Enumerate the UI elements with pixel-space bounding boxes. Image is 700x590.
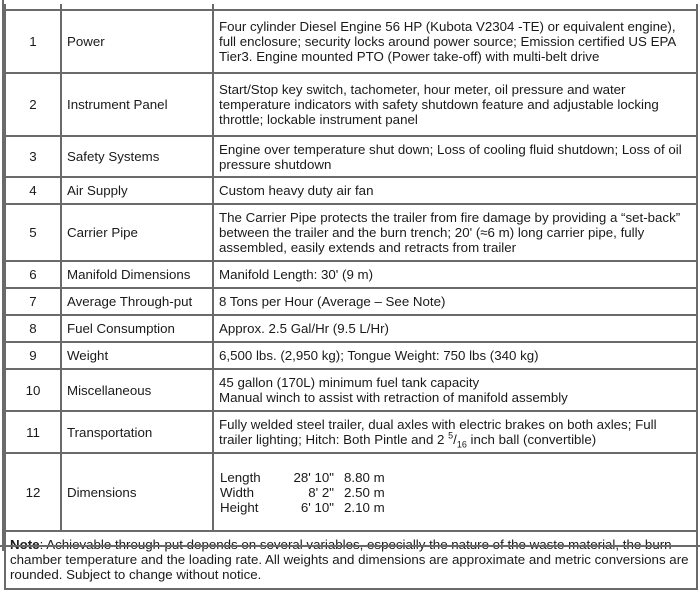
row-name: Weight — [61, 342, 213, 369]
fraction-numerator: 5 — [448, 430, 454, 441]
row-name: Carrier Pipe — [61, 204, 213, 261]
row-name: Fuel Consumption — [61, 315, 213, 342]
dimension-row — [220, 470, 385, 485]
dimension-metric: 8.80 m — [344, 469, 385, 485]
row-description: Start/Stop key switch, tachometer, hour meter, oil pressure and water temperature indicators with safety shutdown feature and adjustable locking throttle; lockable instrument panel — [213, 73, 697, 136]
row-description: Approx. 2.5 Gal/Hr (9.5 L/Hr) — [213, 315, 697, 342]
description-line: Manual winch to assist with retraction of manifold assembly — [219, 390, 568, 405]
dimension-row — [220, 485, 385, 500]
note-row — [5, 531, 697, 589]
row-number: 3 — [5, 136, 61, 177]
row-name: Manifold Dimensions — [61, 261, 213, 288]
table-row — [5, 369, 697, 411]
bottom-border — [0, 545, 700, 551]
row-name: Miscellaneous — [61, 369, 213, 411]
table-row — [5, 73, 697, 136]
row-number: 5 — [5, 204, 61, 261]
row-number: 4 — [5, 177, 61, 204]
dimensions-table — [220, 470, 385, 515]
description-text: inch ball (convertible) — [466, 432, 597, 447]
row-number: 11 — [5, 411, 61, 453]
dimension-label: Height — [220, 499, 259, 515]
row-name: Power — [61, 10, 213, 73]
table-row — [5, 411, 697, 453]
dimension-metric: 2.10 m — [344, 499, 385, 515]
spec-table — [4, 4, 698, 590]
row-name: Safety Systems — [61, 136, 213, 177]
note-label: Note — [10, 537, 40, 552]
table-row — [5, 204, 697, 261]
row-description: 8 Tons per Hour (Average – See Note) — [213, 288, 697, 315]
row-number: 9 — [5, 342, 61, 369]
dimension-label: Width — [220, 484, 254, 500]
row-name: Air Supply — [61, 177, 213, 204]
row-description: Four cylinder Diesel Engine 56 HP (Kubota V2304 -TE) or equivalent engine), full enclosure; security locks around power source; Emission certified US EPA Tier3. Engine mounted PTO (Power take-off) with multi-belt drive — [213, 10, 697, 73]
row-number: 1 — [5, 10, 61, 73]
row-name: Transportation — [61, 411, 213, 453]
table-row — [5, 136, 697, 177]
dimension-imperial: 8' 2" — [308, 484, 334, 500]
row-description — [213, 453, 697, 531]
row-description: 6,500 lbs. (2,950 kg); Tongue Weight: 750 lbs (340 kg) — [213, 342, 697, 369]
dimension-label: Length — [220, 469, 261, 485]
row-description: The Carrier Pipe protects the trailer from fire damage by providing a “set-back” between the trailer and the burn trench; 20' (≈6 m) long carrier pipe, fully assembled, easily extends and retracts from trailer — [213, 204, 697, 261]
row-description: Custom heavy duty air fan — [213, 177, 697, 204]
row-name: Dimensions — [61, 453, 213, 531]
row-number: 12 — [5, 453, 61, 531]
description-line: 45 gallon (170L) minimum fuel tank capacity — [219, 375, 480, 390]
row-name: Average Through-put — [61, 288, 213, 315]
dimension-imperial: 6' 10" — [300, 499, 334, 515]
table-row — [5, 288, 697, 315]
row-description — [213, 369, 697, 411]
dimension-metric: 2.50 m — [344, 484, 385, 500]
table-row — [5, 342, 697, 369]
row-description: Engine over temperature shut down; Loss of cooling fluid shutdown; Loss of oil pressure shutdown — [213, 136, 697, 177]
row-number: 8 — [5, 315, 61, 342]
row-number: 2 — [5, 73, 61, 136]
table-row — [5, 10, 697, 73]
row-description: Fully welded steel trailer, dual axles with electric brakes on both axles; Full trailer lighting; Hitch: Both Pintle and 2 $^5/_{16}$ inch ball (convertible) — [213, 411, 697, 453]
table-row — [5, 453, 697, 531]
dimension-row — [220, 500, 385, 515]
row-description: Manifold Length: 30' (9 m) — [213, 261, 697, 288]
row-number: 6 — [5, 261, 61, 288]
fraction-denominator: 16 — [456, 439, 467, 450]
table-row — [5, 315, 697, 342]
table-row — [5, 261, 697, 288]
row-number: 10 — [5, 369, 61, 411]
description-text: Fully welded steel trailer, dual axles with electric brakes on both axles; Full trailer lighting; Hitch: Both Pintle and 2 — [219, 417, 657, 447]
dimension-imperial: 28' 10" — [293, 469, 334, 485]
note — [5, 531, 697, 589]
row-name: Instrument Panel — [61, 73, 213, 136]
table-row — [5, 177, 697, 204]
note-text: : Achievable through-put depends on several variables, especially the nature of the waste material, the burn chamber temperature and the loading rate. All weights and dimensions are approximate and metric conversions are rounded. Subject to change without notice. — [10, 537, 689, 582]
row-number: 7 — [5, 288, 61, 315]
